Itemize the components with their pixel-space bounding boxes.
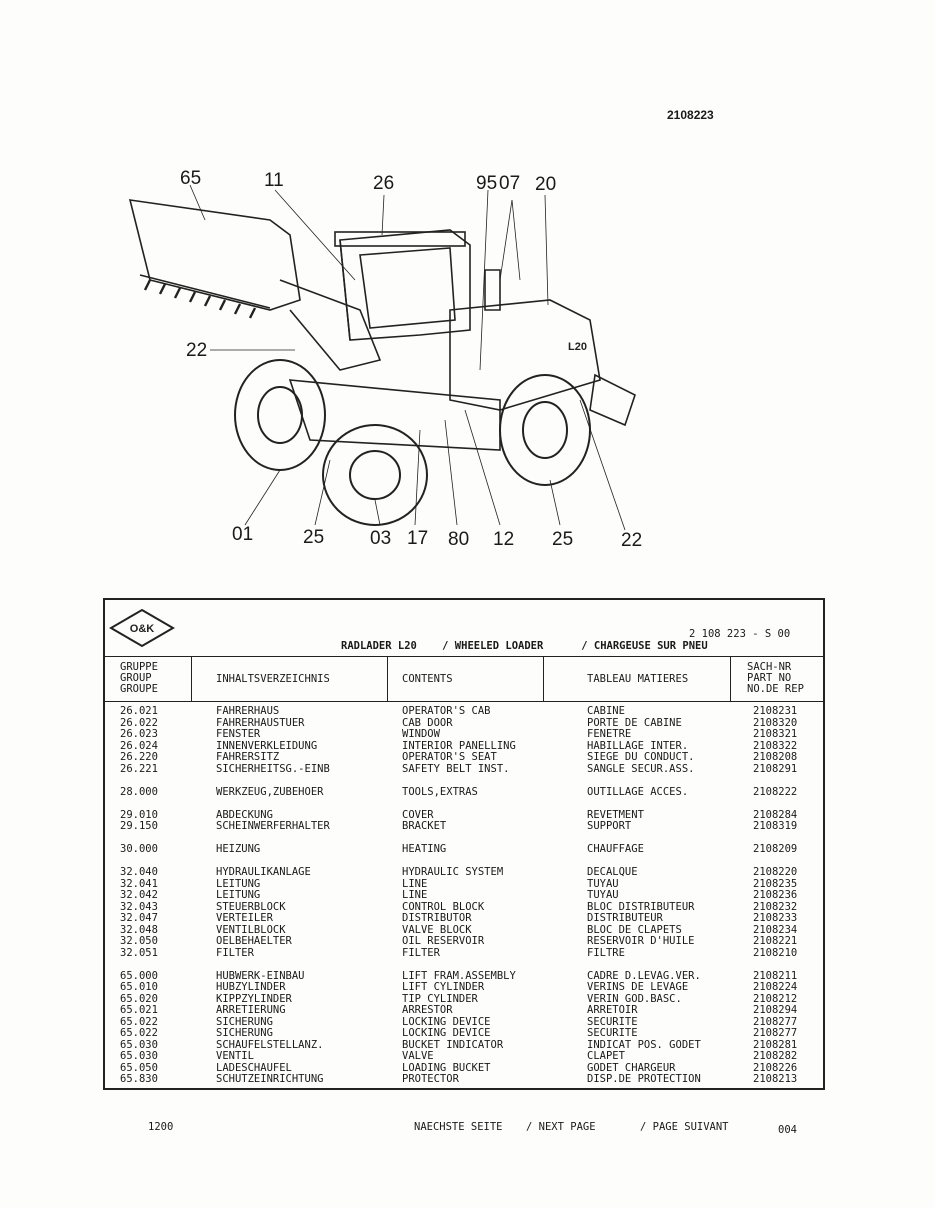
part-number: 2108211 bbox=[753, 969, 798, 982]
parts-catalog-table bbox=[103, 598, 825, 1090]
part-number: 2108231 bbox=[753, 705, 798, 717]
description-en: TIP CYLINDER bbox=[402, 992, 478, 1005]
part-number: 2108233 bbox=[753, 912, 798, 924]
callout-label: 07 bbox=[499, 173, 521, 194]
part-number: 2108277 bbox=[753, 1027, 798, 1039]
part-number: 2108320 bbox=[753, 716, 798, 729]
table-row bbox=[105, 913, 825, 925]
description-en: COVER bbox=[402, 808, 434, 821]
description-de: LEITUNG bbox=[216, 877, 261, 890]
table-row bbox=[105, 752, 825, 764]
col-header-en: CONTENTS bbox=[402, 673, 453, 685]
description-de: OELBEHAELTER bbox=[216, 935, 292, 947]
part-number: 2108236 bbox=[753, 889, 798, 901]
title-de: RADLADER L20 bbox=[341, 640, 417, 652]
description-de: VENTIL bbox=[216, 1050, 254, 1062]
table-row bbox=[105, 890, 825, 902]
title-fr: / CHARGEUSE SUR PNEU bbox=[581, 640, 708, 652]
callout-label: 22 bbox=[186, 340, 208, 361]
description-en: CAB DOOR bbox=[402, 716, 453, 729]
description-en: PROTECTOR bbox=[402, 1073, 459, 1085]
group-number: 65.030 bbox=[120, 1038, 158, 1051]
group-number: 65.000 bbox=[120, 969, 158, 982]
description-de: STEUERBLOCK bbox=[216, 900, 286, 913]
table-row bbox=[105, 867, 825, 879]
description-en: INTERIOR PANELLING bbox=[402, 739, 516, 752]
description-en: LIFT FRAM.ASSEMBLY bbox=[402, 969, 516, 982]
group-number: 29.150 bbox=[120, 820, 158, 832]
description-de: HUBWERK-EINBAU bbox=[216, 969, 305, 982]
description-en: LOCKING DEVICE bbox=[402, 1015, 491, 1028]
description-en: LIFT CYLINDER bbox=[402, 981, 485, 993]
description-fr: SIEGE DU CONDUCT. bbox=[587, 751, 695, 763]
group-number: 28.000 bbox=[120, 785, 158, 798]
part-number: 2108222 bbox=[753, 785, 798, 798]
part-number: 2108232 bbox=[753, 900, 798, 913]
description-fr: VERIN GOD.BASC. bbox=[587, 992, 682, 1005]
description-fr: REVETMENT bbox=[587, 808, 644, 821]
description-de: FENSTER bbox=[216, 728, 261, 740]
description-en: LINE bbox=[402, 889, 428, 901]
description-fr: DISTRIBUTEUR bbox=[587, 912, 663, 924]
group-number: 26.023 bbox=[120, 728, 158, 740]
part-number: 2108284 bbox=[753, 808, 798, 821]
group-number: 32.042 bbox=[120, 889, 158, 901]
part-number: 2108322 bbox=[753, 739, 798, 752]
description-en: FILTER bbox=[402, 946, 440, 959]
description-en: LINE bbox=[402, 877, 428, 890]
description-fr: SECURITE bbox=[587, 1015, 638, 1028]
table-row bbox=[105, 994, 825, 1006]
svg-text:L20: L20 bbox=[568, 341, 587, 353]
description-fr: CHAUFFAGE bbox=[587, 843, 644, 855]
description-fr: BLOC DISTRIBUTEUR bbox=[587, 900, 695, 913]
group-number: 65.020 bbox=[120, 992, 158, 1005]
description-en: DISTRIBUTOR bbox=[402, 912, 472, 924]
group-number: 65.022 bbox=[120, 1015, 158, 1028]
ok-logo bbox=[109, 608, 175, 648]
description-fr: RESERVOIR D'HUILE bbox=[587, 935, 695, 947]
description-de: FAHRERSITZ bbox=[216, 751, 280, 763]
callout-label: 65 bbox=[180, 168, 202, 189]
description-en: WINDOW bbox=[402, 728, 440, 740]
header-divider bbox=[105, 656, 823, 657]
description-fr: SUPPORT bbox=[587, 820, 632, 832]
description-de: SCHUTZEINRICHTUNG bbox=[216, 1073, 324, 1085]
callout-label: 11 bbox=[264, 170, 284, 191]
description-fr: SANGLE SECUR.ASS. bbox=[587, 762, 695, 775]
description-de: INNENVERKLEIDUNG bbox=[216, 739, 318, 752]
group-number: 32.048 bbox=[120, 923, 158, 936]
group-number: 32.043 bbox=[120, 900, 158, 913]
table-row bbox=[105, 936, 825, 948]
description-fr: DECALQUE bbox=[587, 866, 638, 878]
description-en: LOCKING DEVICE bbox=[402, 1027, 491, 1039]
description-en: HYDRAULIC SYSTEM bbox=[402, 866, 504, 878]
table-row bbox=[105, 1074, 825, 1086]
part-number: 2108291 bbox=[753, 762, 798, 775]
table-row bbox=[105, 948, 825, 960]
description-de: LADESCHAUFEL bbox=[216, 1061, 292, 1074]
group-number: 32.050 bbox=[120, 935, 158, 947]
description-en: SAFETY BELT INST. bbox=[402, 762, 510, 775]
table-row bbox=[105, 810, 825, 822]
callout-label: 26 bbox=[373, 173, 395, 194]
callout-label: 22 bbox=[621, 530, 643, 551]
description-de: KIPPZYLINDER bbox=[216, 992, 292, 1005]
next-page-de: NAECHSTE SEITE bbox=[414, 1121, 503, 1133]
group-number: 32.040 bbox=[120, 866, 158, 878]
column-divider bbox=[730, 656, 731, 702]
description-en: LOADING BUCKET bbox=[402, 1061, 491, 1074]
description-fr: BLOC DE CLAPETS bbox=[587, 923, 682, 936]
description-fr: CABINE bbox=[587, 705, 625, 717]
group-number: 65.050 bbox=[120, 1061, 158, 1074]
document-code: 2 108 223 - S 00 bbox=[689, 628, 791, 640]
col-header-de: INHALTSVERZEICHNIS bbox=[216, 673, 330, 685]
table-row bbox=[105, 1051, 825, 1063]
description-de: FAHRERHAUS bbox=[216, 705, 280, 717]
description-de: VENTILBLOCK bbox=[216, 923, 286, 936]
part-number: 2108281 bbox=[753, 1038, 798, 1051]
logo-text: O&K bbox=[129, 623, 155, 635]
description-de: VERTEILER bbox=[216, 912, 273, 924]
next-page-en: / NEXT PAGE bbox=[526, 1121, 596, 1133]
description-fr: CADRE D.LEVAG.VER. bbox=[587, 969, 701, 982]
part-number: 2108226 bbox=[753, 1061, 798, 1074]
callout-label: 95 bbox=[476, 173, 498, 194]
description-de: HYDRAULIKANLAGE bbox=[216, 866, 311, 878]
description-de: SCHEINWERFERHALTER bbox=[216, 820, 330, 832]
description-fr: OUTILLAGE ACCES. bbox=[587, 785, 689, 798]
footer-code: 1200 bbox=[148, 1121, 174, 1133]
part-number: 2108319 bbox=[753, 820, 798, 832]
part-number: 2108209 bbox=[753, 843, 798, 855]
group-number: 26.024 bbox=[120, 739, 158, 752]
group-number: 65.021 bbox=[120, 1004, 158, 1016]
description-de: HEIZUNG bbox=[216, 843, 261, 855]
description-en: CONTROL BLOCK bbox=[402, 900, 485, 913]
description-de: SCHAUFELSTELLANZ. bbox=[216, 1038, 324, 1051]
group-number: 65.022 bbox=[120, 1027, 158, 1039]
part-number: 2108221 bbox=[753, 935, 798, 947]
part-number: 2108321 bbox=[753, 728, 798, 740]
description-fr: FENETRE bbox=[587, 728, 632, 740]
title-en: / WHEELED LOADER bbox=[442, 640, 544, 652]
table-row bbox=[105, 1028, 825, 1040]
group-number: 30.000 bbox=[120, 843, 158, 855]
description-en: TOOLS,EXTRAS bbox=[402, 785, 478, 798]
description-en: OPERATOR'S CAB bbox=[402, 705, 491, 717]
group-number: 32.041 bbox=[120, 877, 158, 890]
description-de: SICHERUNG bbox=[216, 1015, 273, 1028]
description-de: FAHRERHAUSTUER bbox=[216, 716, 305, 729]
description-en: VALVE BLOCK bbox=[402, 923, 472, 936]
group-number: 65.030 bbox=[120, 1050, 158, 1062]
part-number: 2108294 bbox=[753, 1004, 798, 1016]
description-fr: TUYAU bbox=[587, 889, 619, 901]
table-row bbox=[105, 706, 825, 718]
page-number: 004 bbox=[778, 1124, 797, 1136]
description-de: ARRETIERUNG bbox=[216, 1004, 286, 1016]
callout-label: 17 bbox=[407, 528, 429, 549]
group-number: 26.221 bbox=[120, 762, 158, 775]
group-number: 32.051 bbox=[120, 946, 158, 959]
part-number: 2108282 bbox=[753, 1050, 798, 1062]
description-fr: VERINS DE LEVAGE bbox=[587, 981, 689, 993]
table-row bbox=[105, 982, 825, 994]
description-en: HEATING bbox=[402, 843, 447, 855]
next-page-fr: / PAGE SUIVANT bbox=[640, 1121, 729, 1133]
table-row bbox=[105, 1063, 825, 1075]
description-fr: FILTRE bbox=[587, 946, 625, 959]
document-number: 2108223 bbox=[667, 108, 714, 122]
table-row bbox=[105, 764, 825, 776]
column-divider bbox=[387, 656, 388, 702]
group-number: 29.010 bbox=[120, 808, 158, 821]
description-fr: GODET CHARGEUR bbox=[587, 1061, 676, 1074]
description-de: HUBZYLINDER bbox=[216, 981, 286, 993]
part-number: 2108234 bbox=[753, 923, 798, 936]
description-de: WERKZEUG,ZUBEHOER bbox=[216, 785, 324, 798]
table-row bbox=[105, 844, 825, 856]
part-number: 2108235 bbox=[753, 877, 798, 890]
group-number: 32.047 bbox=[120, 912, 158, 924]
description-fr: DISP.DE PROTECTION bbox=[587, 1073, 701, 1085]
description-fr: PORTE DE CABINE bbox=[587, 716, 682, 729]
part-number: 2108210 bbox=[753, 946, 798, 959]
part-number: 2108213 bbox=[753, 1073, 798, 1085]
callout-label: 12 bbox=[493, 529, 515, 550]
group-number: 26.022 bbox=[120, 716, 158, 729]
description-de: SICHERUNG bbox=[216, 1027, 273, 1039]
description-de: FILTER bbox=[216, 946, 254, 959]
description-en: OPERATOR'S SEAT bbox=[402, 751, 497, 763]
col-header-fr: TABLEAU MATIERES bbox=[587, 673, 689, 685]
description-fr: INDICAT POS. GODET bbox=[587, 1038, 701, 1051]
description-en: BUCKET INDICATOR bbox=[402, 1038, 504, 1051]
part-number: 2108224 bbox=[753, 981, 798, 993]
callout-label: 25 bbox=[552, 529, 574, 550]
description-en: OIL RESERVOIR bbox=[402, 935, 485, 947]
callout-label: 01 bbox=[232, 524, 254, 545]
part-number: 2108212 bbox=[753, 992, 798, 1005]
column-divider bbox=[191, 656, 192, 702]
col-header-group: GRUPPE GROUP GROUPE bbox=[120, 661, 158, 695]
callout-label: 80 bbox=[448, 529, 470, 550]
description-de: LEITUNG bbox=[216, 889, 261, 901]
description-en: BRACKET bbox=[402, 820, 447, 832]
table-row bbox=[105, 729, 825, 741]
description-fr: CLAPET bbox=[587, 1050, 625, 1062]
table-row bbox=[105, 821, 825, 833]
part-number: 2108277 bbox=[753, 1015, 798, 1028]
description-fr: SECURITE bbox=[587, 1027, 638, 1039]
header-divider bbox=[105, 701, 823, 702]
group-number: 26.220 bbox=[120, 751, 158, 763]
group-number: 65.830 bbox=[120, 1073, 158, 1085]
description-fr: TUYAU bbox=[587, 877, 619, 890]
document-title bbox=[341, 640, 708, 652]
part-number: 2108208 bbox=[753, 751, 798, 763]
callout-label: 25 bbox=[303, 527, 325, 548]
table-row bbox=[105, 718, 825, 730]
part-number: 2108220 bbox=[753, 866, 798, 878]
description-en: ARRESTOR bbox=[402, 1004, 453, 1016]
group-number: 26.021 bbox=[120, 705, 158, 717]
description-de: ABDECKUNG bbox=[216, 808, 273, 821]
callout-label: 20 bbox=[535, 174, 557, 195]
table-row bbox=[105, 879, 825, 891]
table-row bbox=[105, 787, 825, 799]
table-row bbox=[105, 1040, 825, 1052]
description-fr: ARRETOIR bbox=[587, 1004, 638, 1016]
col-header-part: SACH-NR PART NO NO.DE REP bbox=[747, 661, 804, 695]
description-fr: HABILLAGE INTER. bbox=[587, 739, 689, 752]
callout-label: 03 bbox=[370, 528, 392, 549]
table-row bbox=[105, 1005, 825, 1017]
column-divider bbox=[543, 656, 544, 702]
description-en: VALVE bbox=[402, 1050, 434, 1062]
group-number: 65.010 bbox=[120, 981, 158, 993]
description-de: SICHERHEITSG.-EINB bbox=[216, 762, 330, 775]
